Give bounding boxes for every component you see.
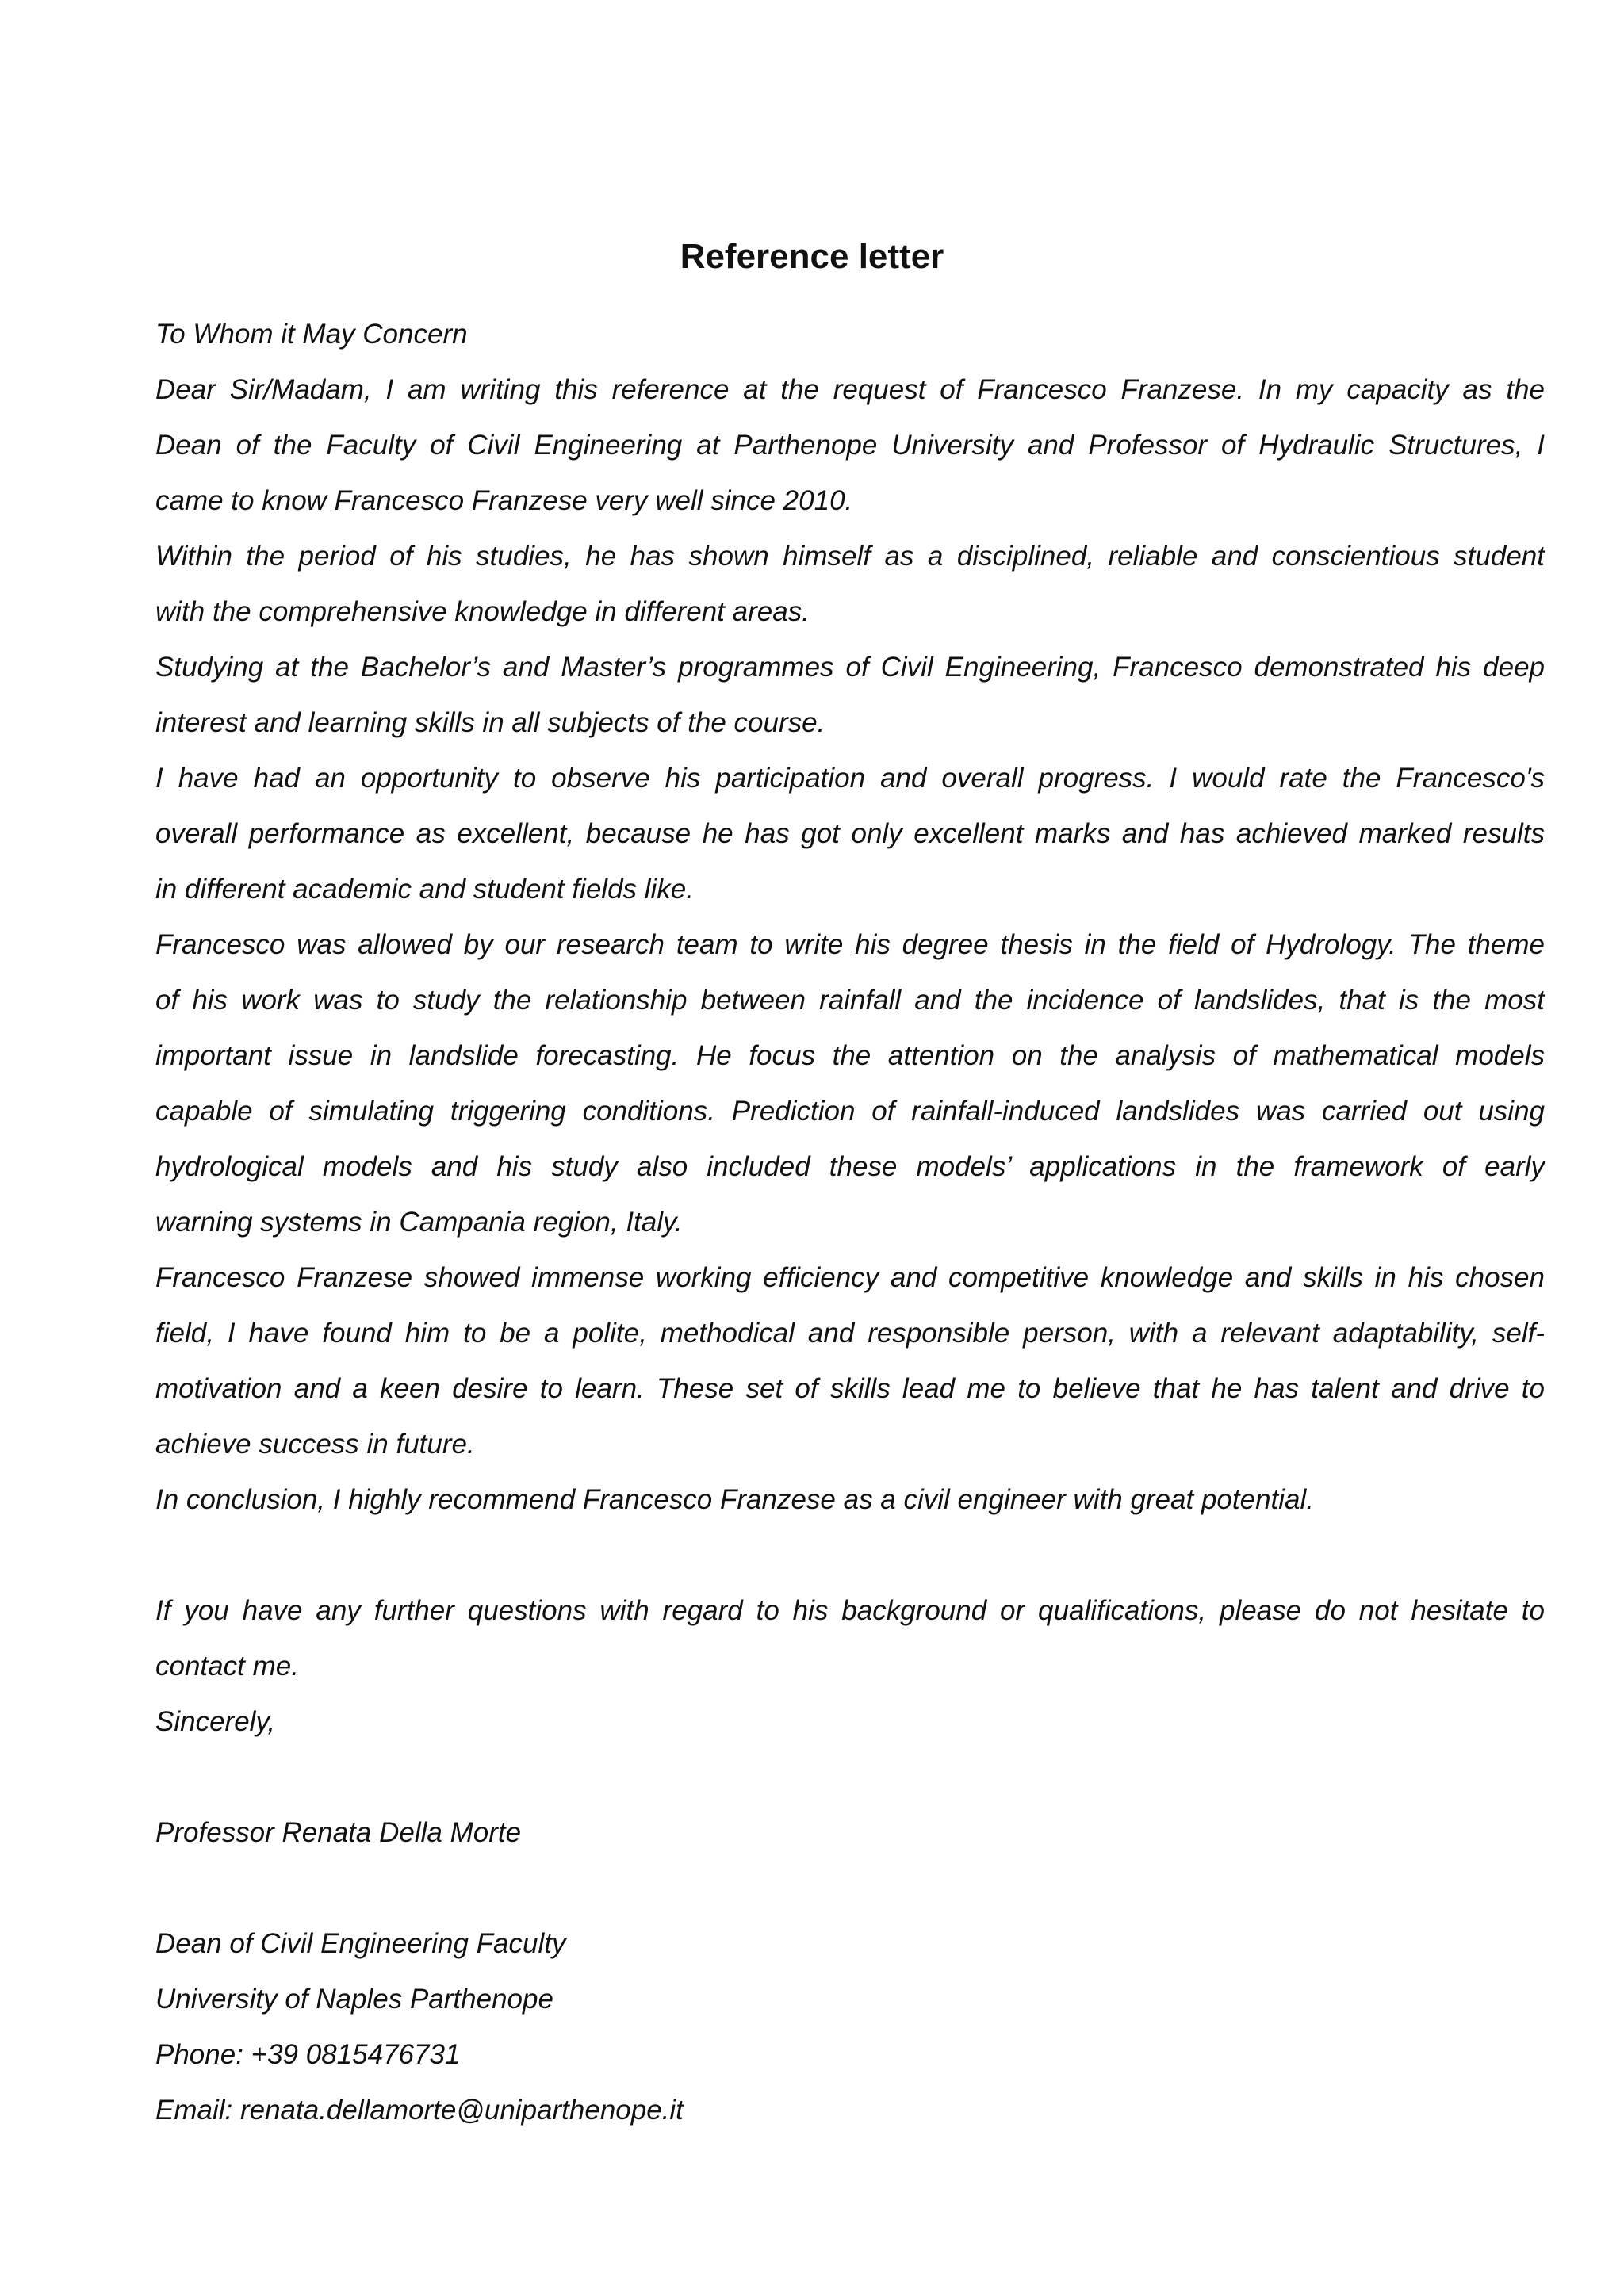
salutation-line: To Whom it May Concern [155,319,468,350]
body-line: In conclusion, I highly recommend Francesco Franzese as a civil engineer with great potential. [155,1484,1315,1515]
body-line: warning systems in Campania region, Italy. [155,1207,683,1238]
body-line: Francesco was allowed by our research team to write his degree thesis in the field of Hydrology. The theme [155,929,1545,960]
body-line: Dean of the Faculty of Civil Engineering at Parthenope University and Professor of Hydraulic Structures, I [155,430,1545,461]
signature-email: Email: renata.dellamorte@uniparthenope.it [155,2095,684,2126]
body-line: Within the period of his studies, he has shown himself as a disciplined, reliable and conscientious student [155,541,1545,572]
body-line: If you have any further questions with regard to his background or qualifications, please do not hesitate to [155,1595,1545,1626]
body-line: in different academic and student fields like. [155,874,694,905]
body-line: important issue in landslide forecasting. He focus the attention on the analysis of mathematical models [155,1040,1545,1071]
body-line: I have had an opportunity to observe his participation and overall progress. I would rate the Francesco's [155,763,1545,794]
body-line: interest and learning skills in all subjects of the course. [155,707,825,738]
body-line: achieve success in future. [155,1429,475,1460]
body-line: came to know Francesco Franzese very well since 2010. [155,485,853,516]
body-line: motivation and a keen desire to learn. These set of skills lead me to believe that he has talent and drive to [155,1373,1545,1404]
signature-institution: University of Naples Parthenope [155,1984,553,2015]
closing-line: Sincerely, [155,1706,276,1737]
signature-title: Dean of Civil Engineering Faculty [155,1928,566,1959]
body-line: of his work was to study the relationship between rainfall and the incidence of landslides, that is the most [155,985,1545,1016]
body-line: Francesco Franzese showed immense working efficiency and competitive knowledge and skills in his chosen [155,1262,1545,1293]
body-line: Studying at the Bachelor’s and Master’s programmes of Civil Engineering, Francesco demonstrated his deep [155,652,1545,683]
signature-name: Professor Renata Della Morte [155,1817,522,1848]
body-line: contact me. [155,1651,299,1682]
page-title: Reference letter [680,237,944,276]
body-line: Dear Sir/Madam, I am writing this reference at the request of Francesco Franzese. In my capacity as the [155,374,1545,405]
body-line: field, I have found him to be a polite, methodical and responsible person, with a relevant adaptability, self- [155,1318,1545,1349]
body-line: hydrological models and his study also included these models’ applications in the framework of early [155,1151,1545,1182]
body-line: capable of simulating triggering conditions. Prediction of rainfall-induced landslides was carried out using [155,1096,1545,1127]
signature-phone: Phone: +39 0815476731 [155,2039,461,2070]
body-line: overall performance as excellent, because he has got only excellent marks and has achieved marked results [155,818,1545,849]
body-line: with the comprehensive knowledge in different areas. [155,596,810,627]
